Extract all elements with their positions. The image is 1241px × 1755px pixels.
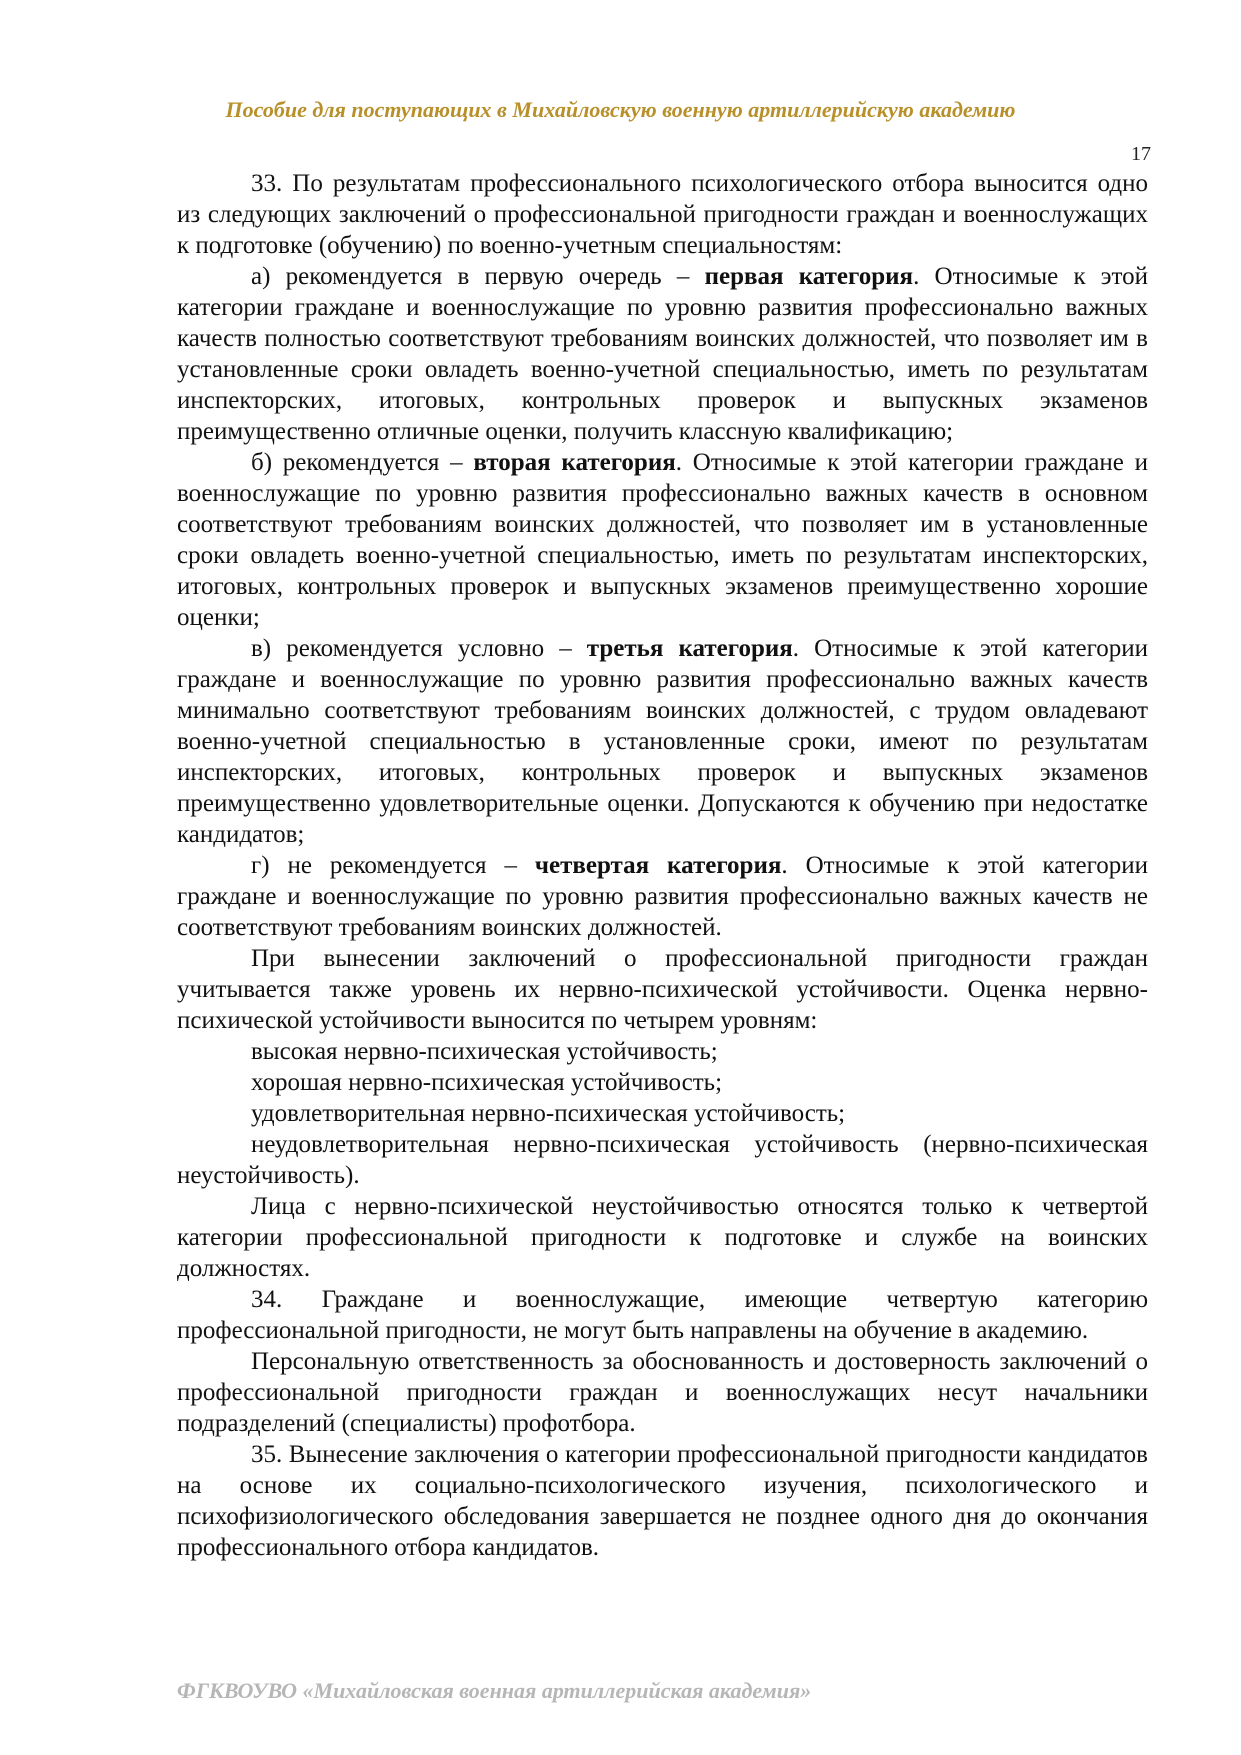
item-a-lead: а) рекомендуется в первую очередь – [251, 263, 705, 290]
paragraph-33: 33. По результатам профессионального психологического отбора выносится одно из следующих заключений о профессиональной пригодности граждан и военнослужащих к подготовке (обучению) по военно-учетным специальностям: [177, 170, 1148, 259]
stability-level-1: высокая нервно-психическая устойчивость; [251, 1038, 718, 1065]
item-b-category: вторая категория [473, 449, 676, 476]
item-g-text: . Относимые к этой категории граждане и военнослужащие по уровню развития профессионально важных качеств не соответствуют требованиям воинских должностей. [177, 852, 1148, 941]
paragraph-stability-intro: При вынесении заключений о профессиональной пригодности граждан учитывается также уровень их нервно-психической устойчивости. Оценка нервно-психической устойчивости выносится по четырем уровням: [177, 945, 1148, 1034]
page-number: 17 [1131, 143, 1151, 165]
item-v-category: третья категория [586, 635, 793, 662]
item-v-text: . Относимые к этой категории граждане и военнослужащие по уровню развития профессионально важных качеств минимально соответствуют требованиям воинских должностей, с трудом овладевают военно-учетной специальностью в установленные сроки, имеют по результатам инспекторских, итоговых, контрольных проверок и выпускных экзаменов преимущественно удовлетворительные оценки. Допускаются к обучению при недостатке кандидатов; [177, 635, 1148, 848]
item-a [177, 261, 1148, 447]
item-b-text: . Относимые к этой категории граждане и военнослужащие по уровню развития профессионально важных качеств в основном соответствуют требованиям воинских должностей, что позволяет им в установленные сроки овладеть военно-учетной специальностью, иметь по результатам инспекторских, итоговых, контрольных проверок и выпускных экзаменов преимущественно хорошие оценки; [177, 449, 1148, 631]
stability-level-2: хорошая нервно-психическая устойчивость; [251, 1069, 723, 1096]
item-g-lead: г) не рекомендуется – [251, 852, 535, 879]
item-b [177, 447, 1148, 633]
item-g [177, 850, 1148, 943]
item-g-category: четвертая категория [534, 852, 782, 879]
stability-level-3: удовлетворительная нервно-психическая устойчивость; [251, 1100, 846, 1127]
item-v [177, 633, 1148, 850]
paragraph-unstable-persons: Лица с нервно-психической неустойчивостью относятся только к четвертой категории профессиональной пригодности к подготовке и службе на воинских должностях. [177, 1193, 1148, 1282]
paragraph-responsibility: Персональную ответственность за обоснованность и достоверность заключений о профессиональной пригодности граждан и военнослужащих несут начальники подразделений (специалисты) профотбора. [177, 1348, 1148, 1437]
page-body [177, 168, 1148, 1563]
running-footer: ФГКВОУВО «Михайловская военная артиллерийская академия» [177, 1678, 812, 1703]
paragraph-35: 35. Вынесение заключения о категории профессиональной пригодности кандидатов на основе их социально-психологического изучения, психологического и психофизиологического обследования завершается не позднее одного дня до окончания профессионального отбора кандидатов. [177, 1441, 1148, 1561]
item-v-lead: в) рекомендуется условно – [251, 635, 587, 662]
stability-level-4: неудовлетворительная нервно-психическая устойчивость (нервно-психическая неустойчивость). [177, 1131, 1148, 1189]
paragraph-34: 34. Граждане и военнослужащие, имеющие четвертую категорию профессиональной пригодности, не могут быть направлены на обучение в академию. [177, 1286, 1148, 1344]
running-header: Пособие для поступающих в Михайловскую военную артиллерийскую академию [225, 97, 1016, 122]
item-b-lead: б) рекомендуется – [251, 449, 474, 476]
item-a-category: первая категория [704, 263, 914, 290]
item-a-text: . Относимые к этой категории граждане и военнослужащие по уровню развития профессионально важных качеств полностью соответствуют требованиям воинских должностей, что позволяет им в установленные сроки овладеть военно-учетной специальностью, иметь по результатам инспекторских, итоговых, контрольных проверок и выпускных экзаменов преимущественно отличные оценки, получить классную квалификацию; [177, 263, 1149, 445]
